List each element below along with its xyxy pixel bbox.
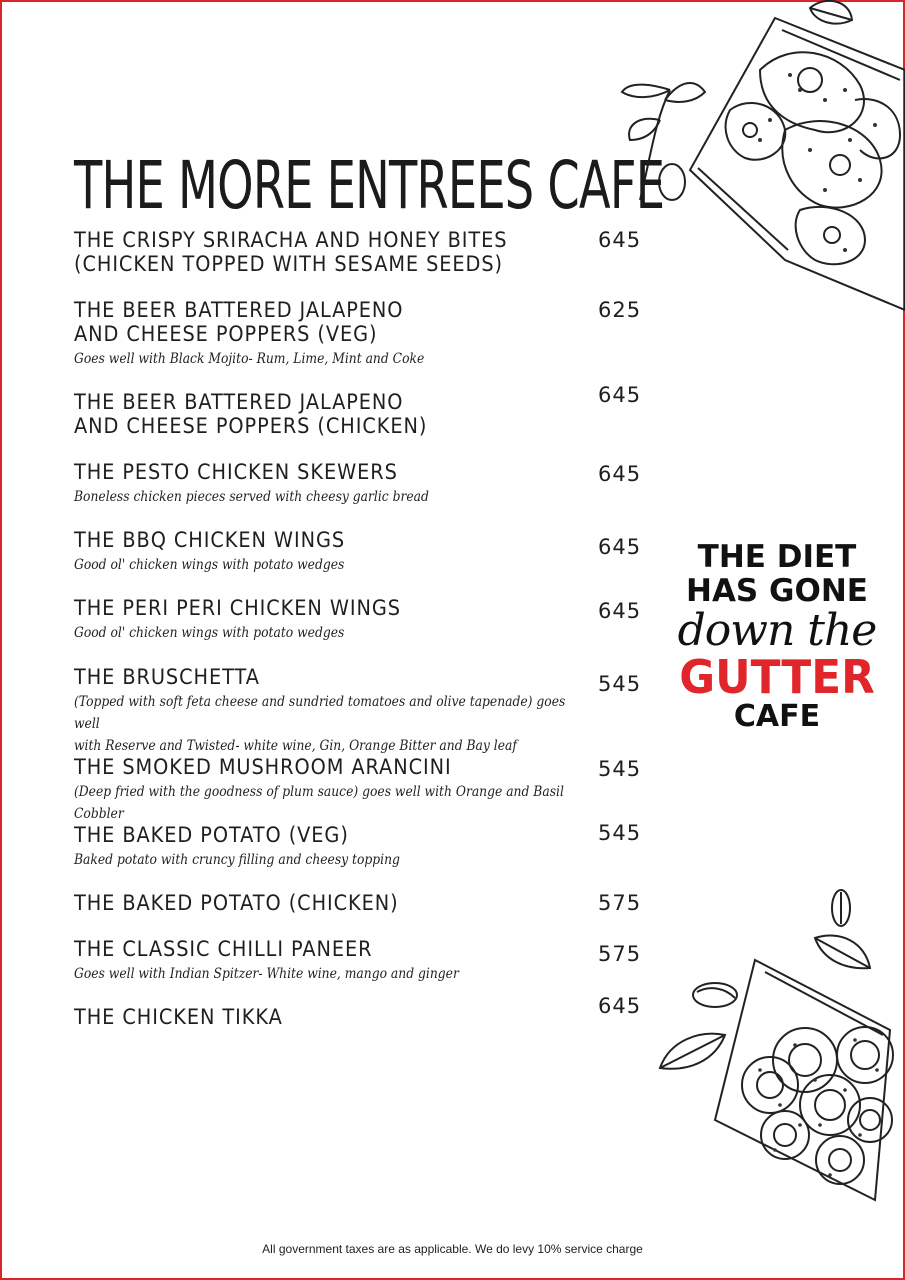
item-price: 645 — [598, 994, 642, 1018]
item-description: Baked potato with cruncy filling and cheesy topping — [74, 852, 400, 868]
item-price: 575 — [598, 891, 642, 915]
item-name: THE BAKED POTATO (CHICKEN) — [74, 891, 399, 915]
page-title: THE MORE ENTREES CAFE — [74, 147, 665, 225]
item-name: THE CLASSIC CHILLI PANEER — [74, 937, 373, 961]
item-price: 645 — [598, 228, 642, 252]
item-price: 625 — [598, 298, 642, 322]
item-description: Good ol' chicken wings with potato wedges — [74, 557, 345, 573]
item-name: THE CRISPY SRIRACHA AND HONEY BITES (CHICKEN TOPPED WITH SESAME SEEDS) — [74, 228, 508, 276]
tagline-cafe: CAFE — [733, 699, 821, 734]
item-name: THE PERI PERI CHICKEN WINGS — [74, 596, 401, 620]
item-name: THE BEER BATTERED JALAPENO AND CHEESE POPPERS (CHICKEN) — [74, 390, 428, 438]
item-name: THE BBQ CHICKEN WINGS — [74, 528, 346, 552]
menu-item — [74, 755, 654, 825]
menu-item — [74, 596, 654, 644]
tagline-gutter: GUTTER — [679, 650, 875, 704]
tagline-line-2: HAS GONE — [686, 573, 868, 609]
item-description: Boneless chicken pieces served with cheesy garlic bread — [74, 489, 429, 505]
menu-item — [74, 1005, 654, 1031]
menu-item — [74, 823, 654, 871]
item-price: 645 — [598, 535, 642, 559]
item-description: Goes well with Indian Spitzer- White wine, mango and ginger — [74, 966, 459, 982]
item-price: 645 — [598, 599, 642, 623]
menu-item — [74, 298, 654, 370]
item-name: THE PESTO CHICKEN SKEWERS — [74, 460, 398, 484]
menu-item — [74, 460, 654, 508]
menu-item — [74, 228, 654, 278]
tagline-script: down the — [677, 605, 877, 656]
item-description: (Topped with soft feta cheese and sundried tomatoes and olive tapenade) goes well with Reserve and Twisted- white wine, Gin, Orange Bitter and Bay leaf — [74, 694, 566, 754]
item-price: 575 — [598, 942, 642, 966]
tagline-line-1: THE DIET — [697, 539, 857, 575]
item-name: THE BAKED POTATO (VEG) — [74, 823, 349, 847]
tagline-logo — [672, 540, 882, 734]
menu-item — [74, 665, 654, 757]
item-price: 545 — [598, 757, 642, 781]
item-price: 645 — [598, 383, 642, 407]
onion-rings-illustration — [655, 880, 895, 1210]
item-name: THE SMOKED MUSHROOM ARANCINI — [74, 755, 452, 779]
item-price: 645 — [598, 462, 642, 486]
menu-item — [74, 528, 654, 576]
item-description: (Deep fried with the goodness of plum sauce) goes well with Orange and Basil Cobbler — [74, 784, 564, 822]
item-name: THE BRUSCHETTA — [74, 665, 260, 689]
menu-item — [74, 937, 654, 985]
menu-item — [74, 390, 654, 440]
item-name: THE CHICKEN TIKKA — [74, 1005, 283, 1029]
menu-item — [74, 891, 654, 917]
item-description: Good ol' chicken wings with potato wedges — [74, 625, 345, 641]
item-description: Goes well with Black Mojito- Rum, Lime, Mint and Coke — [74, 351, 425, 367]
item-price: 545 — [598, 672, 642, 696]
service-charge-footer: All government taxes are as applicable. We do levy 10% service charge — [262, 1242, 643, 1256]
item-price: 545 — [598, 821, 642, 845]
item-name: THE BEER BATTERED JALAPENO AND CHEESE POPPERS (VEG) — [74, 298, 404, 346]
